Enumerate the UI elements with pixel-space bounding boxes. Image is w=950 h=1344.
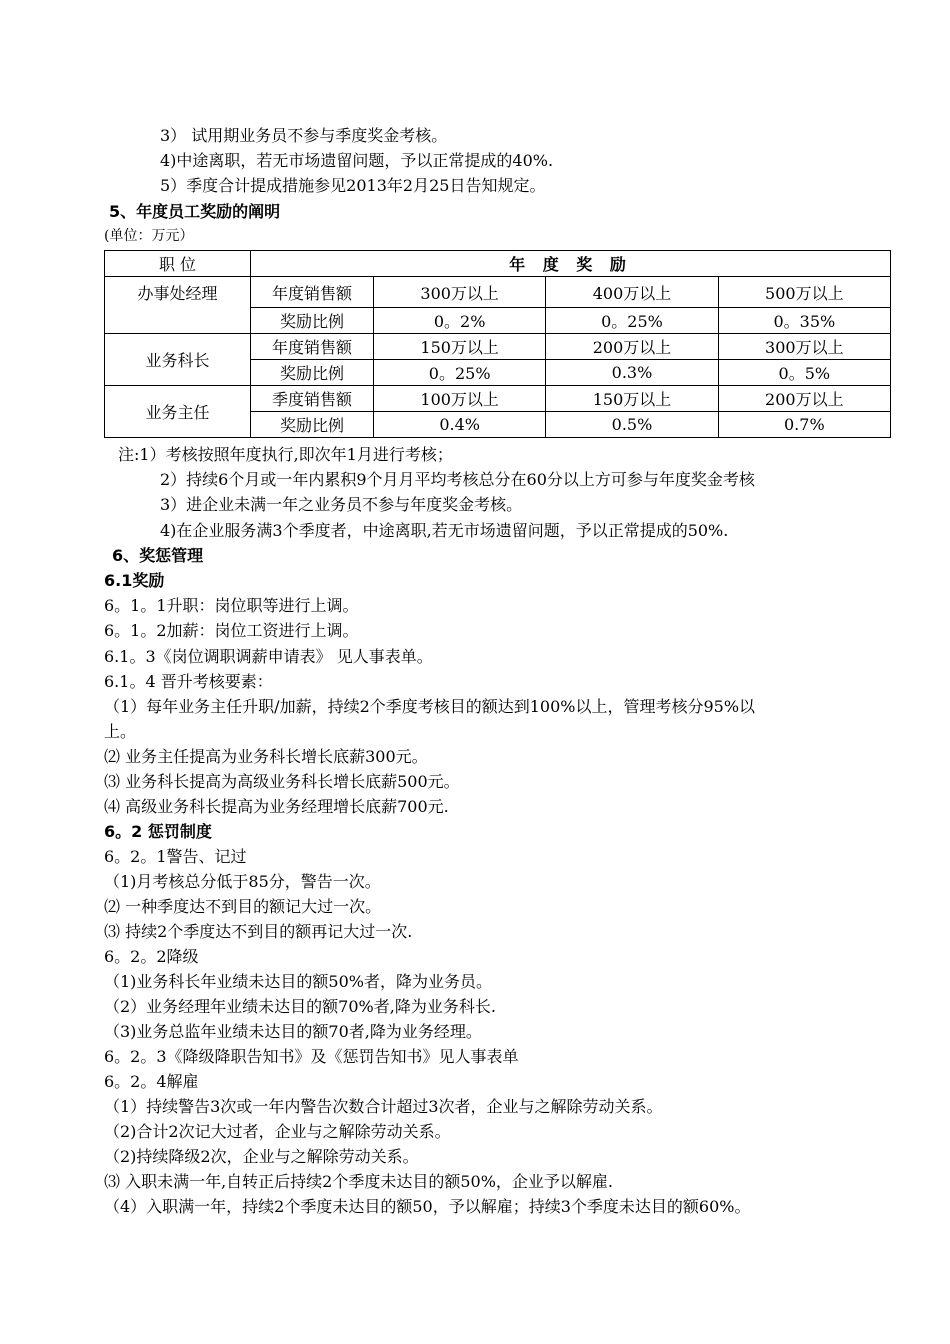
ratio-cell: 0.5%: [546, 412, 718, 438]
sales-cell: 200万以上: [718, 386, 890, 412]
sales-label-cell: 年度销售额: [251, 334, 374, 360]
unit-label: (单位：万元）: [104, 228, 194, 244]
note-4: 4)中途离职，若无市场遗留问题，予以正常提成的40%.: [160, 151, 554, 170]
ratio-cell: 0。25%: [374, 360, 546, 386]
ratio-cell: 0。2%: [374, 308, 546, 334]
table-header-row: [105, 251, 891, 277]
reward-line: 上。: [104, 722, 137, 741]
sales-label-cell: 季度销售额: [251, 386, 374, 412]
ratio-cell: 0。5%: [718, 360, 890, 386]
table-note-2: 2）持续6个月或一年内累积9个月月平均考核总分在60分以上方可参与年度奖金考核: [160, 470, 755, 489]
sales-cell: 300万以上: [718, 334, 890, 360]
header-position: 职 位: [105, 251, 251, 277]
penalty-line: 6。2。4解雇: [104, 1072, 199, 1091]
section-6-2-title: 6。2 惩罚制度: [104, 822, 212, 841]
ratio-label-cell: 奖励比例: [251, 360, 374, 386]
reward-line: 6.1。4 晋升考核要素：: [104, 672, 273, 691]
reward-line: 6。1。1升职：岗位职等进行上调。: [104, 596, 359, 615]
sales-label-cell: 年度销售额: [251, 277, 374, 308]
penalty-line: ⑶ 持续2个季度达不到目的额再记大过一次.: [104, 922, 413, 941]
reward-line: （1）每年业务主任升职/加薪，持续2个季度考核目的额达到100%以上，管理考核分95%以: [104, 697, 756, 716]
reward-line: ⑶ 业务科长提高为高级业务科长增长底薪500元。: [104, 772, 460, 791]
section-5-title: 5、年度员工奖励的阐明: [109, 202, 281, 221]
position-cell: 办事处经理: [105, 277, 251, 334]
ratio-cell: 0.3%: [546, 360, 718, 386]
penalty-line: 6。2。2降级: [104, 947, 199, 966]
ratio-label-cell: 奖励比例: [251, 308, 374, 334]
sales-cell: 150万以上: [546, 386, 718, 412]
sales-cell: 150万以上: [374, 334, 546, 360]
annual-award-table: [104, 250, 891, 438]
section-6-title: 6、奖惩管理: [112, 546, 204, 565]
penalty-line: （1)业务科长年业绩未达目的额50%者，降为业务员。: [104, 972, 492, 991]
sales-cell: 400万以上: [546, 277, 718, 308]
sales-cell: 300万以上: [374, 277, 546, 308]
table-note-4: 4)在企业服务满3个季度者，中途离职,若无市场遗留问题，予以正常提成的50%.: [160, 521, 729, 540]
section-6-1-title: 6.1奖励: [104, 571, 165, 590]
penalty-line: 6。2。1警告、记过: [104, 847, 247, 866]
note-5: 5）季度合计提成措施参见2013年2月25日告知规定。: [160, 176, 546, 195]
position-cell: 业务科长: [105, 334, 251, 386]
sales-cell: 100万以上: [374, 386, 546, 412]
penalty-line: （3)业务总监年业绩未达目的额70者,降为业务经理。: [104, 1022, 482, 1041]
ratio-cell: 0。25%: [546, 308, 718, 334]
penalty-line: （2)合计2次记大过者，企业与之解除劳动关系。: [104, 1122, 451, 1141]
reward-line: 6.1。3《岗位调职调薪申请表》 见人事表单。: [104, 647, 433, 666]
ratio-cell: 0.7%: [718, 412, 890, 438]
reward-line: 6。1。2加薪：岗位工资进行上调。: [104, 621, 359, 640]
penalty-line: ⑵ 一种季度达不到目的额记大过一次。: [104, 897, 382, 916]
ratio-cell: 0.4%: [374, 412, 546, 438]
table-note-1: 注:1）考核按照年度执行,即次年1月进行考核；: [118, 445, 453, 464]
penalty-line: （1）持续警告3次或一年内警告次数合计超过3次者，企业与之解除劳动关系。: [104, 1097, 663, 1116]
table-row: [105, 277, 891, 308]
table-row: [105, 334, 891, 360]
table-note-3: 3）进企业未满一年之业务员不参与年度奖金考核。: [160, 495, 523, 514]
header-award: 年 度 奖 励: [251, 251, 891, 277]
penalty-line: 6。2。3《降级降职告知书》及《惩罚告知书》见人事表单: [104, 1047, 519, 1066]
position-cell: 业务主任: [105, 386, 251, 438]
sales-cell: 200万以上: [546, 334, 718, 360]
penalty-line: （4）入职满一年，持续2个季度未达目的额50，予以解雇；持续3个季度未达目的额60%。: [104, 1197, 751, 1216]
penalty-line: （1)月考核总分低于85分，警告一次。: [104, 872, 381, 891]
ratio-label-cell: 奖励比例: [251, 412, 374, 438]
note-3: 3） 试用期业务员不参与季度奖金考核。: [160, 126, 448, 145]
reward-line: ⑵ 业务主任提高为业务科长增长底薪300元。: [104, 747, 428, 766]
penalty-line: （2）业务经理年业绩未达目的额70%者,降为业务科长.: [104, 997, 496, 1016]
ratio-cell: 0。35%: [718, 308, 890, 334]
reward-line: ⑷ 高级业务科长提高为业务经理增长底薪700元.: [104, 797, 449, 816]
sales-cell: 500万以上: [718, 277, 890, 308]
penalty-line: （2)持续降级2次，企业与之解除劳动关系。: [104, 1147, 419, 1166]
penalty-line: ⑶ 入职未满一年,自转正后持续2个季度未达目的额50%，企业予以解雇.: [104, 1172, 614, 1191]
table-row: [105, 386, 891, 412]
